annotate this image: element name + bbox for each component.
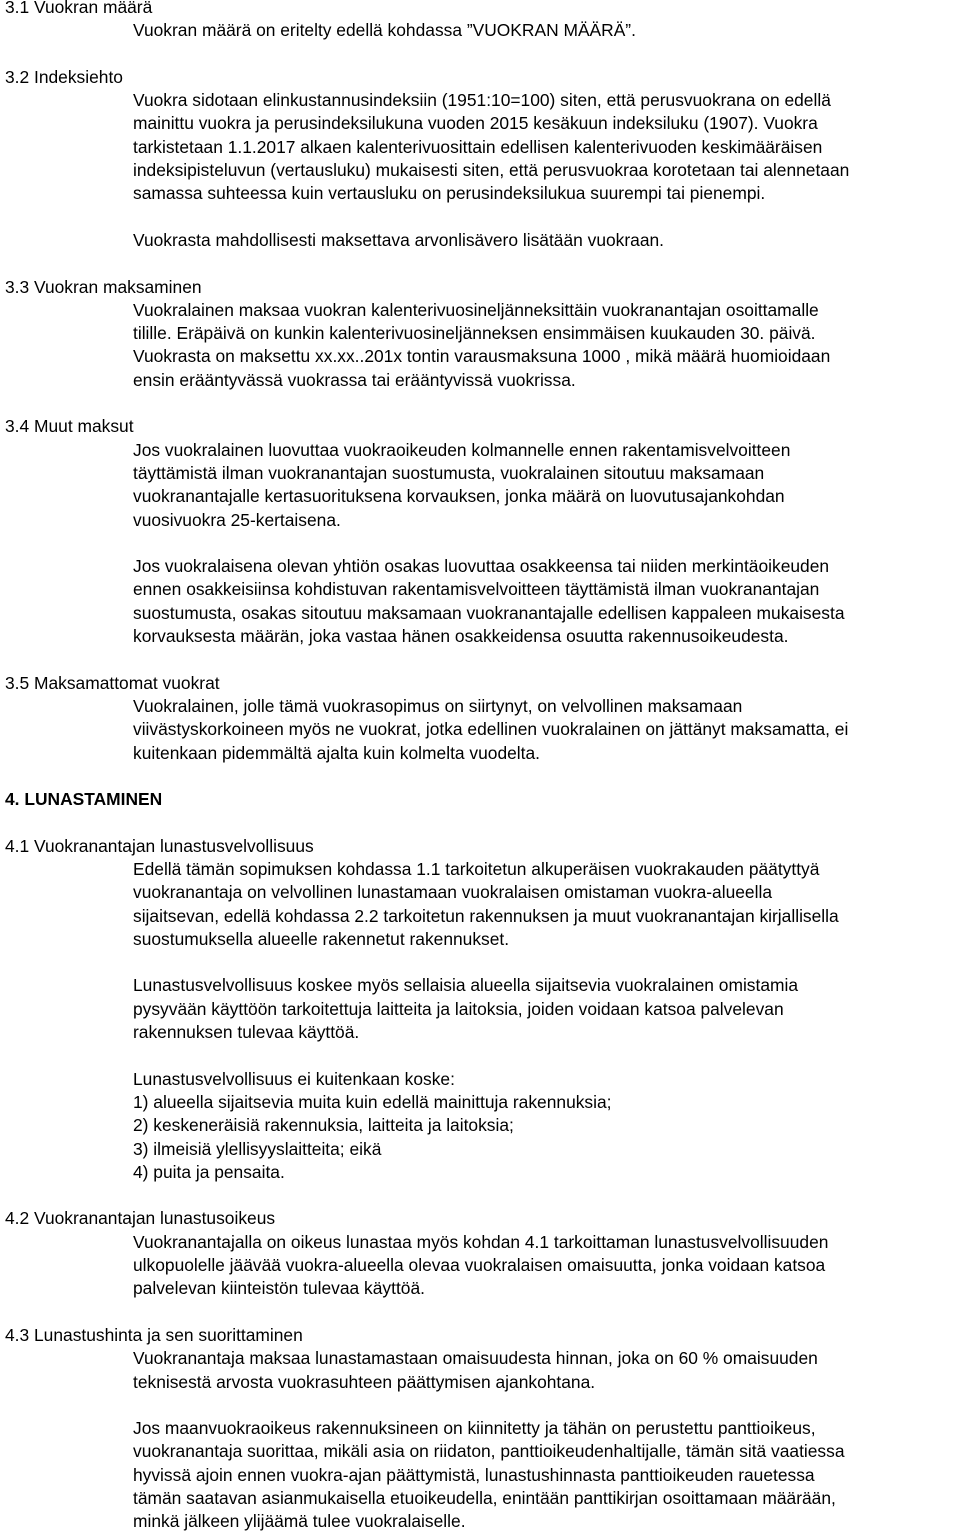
section-heading: 3.2 Indeksiehto [5,66,123,87]
paragraph: Edellä tämän sopimuksen kohdassa 1.1 tarkoitetun alkuperäisen vuokrakauden päätyttyä vuokranantaja on velvollinen lunastamaan vuokralaisen omistaman vuokra-alueella sijaitsevan, edellä kohdassa 2.2 tarkoitetun rakennuksen ja muut vuokranantajan kirjallisella suostumuksella alueelle rakennetut rakennukset. [133,858,839,949]
section-3-5 [5,672,955,765]
list-item: 2) keskeneräisiä rakennuksia, laitteita ja laitoksia; [133,1115,514,1136]
section-heading: 4.1 Vuokranantajan lunastusvelvollisuus [5,835,314,856]
paragraph: Vuokrasta mahdollisesti maksettava arvonlisävero lisätään vuokraan. [133,229,664,250]
section-heading: 3.3 Vuokran maksaminen [5,276,202,297]
section-4-1 [5,835,955,1184]
section-body [133,439,955,649]
section-body [133,1231,955,1301]
paragraph: Vuokran määrä on eritelty edellä kohdassa ”VUOKRAN MÄÄRÄ”. [133,20,636,41]
section-3-1 [5,0,955,43]
section-3-4 [5,415,955,648]
section-body [133,89,955,252]
section-body [133,299,955,392]
section-body [133,858,955,1184]
list-item: 3) ilmeisiä ylellisyyslaitteita; eikä [133,1138,382,1159]
paragraph: Vuokralainen, jolle tämä vuokrasopimus on siirtynyt, on velvollinen maksamaan viivästyskorkoineen myös ne vuokrat, jotka edellinen vuokralainen on jättänyt maksamatta, ei kuitenkaan pidemmältä ajalta kuin kolmelta vuodelta. [133,695,849,763]
section-body [133,695,955,765]
paragraph: Vuokralainen maksaa vuokran kalenterivuosineljänneksittäin vuokranantajan osoittamalle tilille. Eräpäivä on kunkin kalenterivuosineljänneksen ensimmäisen kuukauden 30. päivä. Vuokrasta on maksettu xx.xx..201x tontin varausmaksuna 1000 , mikä määrä huomioidaan ensin erääntyvässä vuokrassa tai erääntyvissä vuokrissa. [133,299,831,390]
paragraph: Vuokranantajalla on oikeus lunastaa myös kohdan 4.1 tarkoittaman lunastusvelvollisuuden ulkopuolelle jäävää vuokra-alueella olevaa vuokralaisen omaisuutta, jonka voidaan katsoa palvelevan kiinteistön tulevaa käyttöä. [133,1231,829,1299]
paragraph: Vuokranantaja maksaa lunastamastaan omaisuudesta hinnan, joka on 60 % omaisuuden teknisestä arvosta vuokrasuhteen päättymisen ajankohtana. [133,1348,818,1392]
section-heading: 3.5 Maksamattomat vuokrat [5,672,220,693]
section-3-3 [5,276,955,392]
paragraph: Vuokra sidotaan elinkustannusindeksiin (1951:10=100) siten, että perusvuokrana on edellä mainittu vuokra ja perusindeksilukuna vuoden 2015 kesäkuun indeksiluku (1907). Vuokra tarkistetaan 1.1.2017 alkaen kalenterivuosittain edellisen kalenterivuoden keskimääräisen indeksipisteluvun (vertausluku) mukaisesti siten, että perusvuokraa korotetaan tai alennetaan samassa suhteessa kuin vertausluku on perusindeksilukua suurempi tai pienempi. [133,90,850,204]
section-body [133,19,955,42]
section-heading: 4.3 Lunastushinta ja sen suorittaminen [5,1324,303,1345]
exceptions-intro: Lunastusvelvollisuus ei kuitenkaan koske: [133,1068,455,1089]
paragraph: Jos maanvuokraoikeus rakennuksineen on kiinnitetty ja tähän on perustettu panttioikeus, vuokranantaja suorittaa, mikäli asia on riidaton, panttioikeudenhaltijalle, tämän sitä vaatiessa hyvissä ajoin ennen vuokra-ajan päättymistä, lunastushinnasta panttioikeuden rauetessa tämän saatavan asianmukaisella etuoikeudella, enintään panttikirjan osoittamaan määrään, minkä jälkeen ylijäämä tulee vuokralaiselle. [133,1418,845,1532]
section-heading: 3.1 Vuokran määrä [5,0,153,17]
list-item: 4) puita ja pensaita. [133,1161,285,1182]
section-body [133,1347,955,1533]
chapter-heading: 4. LUNASTAMINEN [5,789,163,810]
paragraph: Lunastusvelvollisuus koskee myös sellaisia alueella sijaitsevia vuokralainen omistamia pysyvään käyttöön tarkoitettuja laitteita ja laitoksia, joiden voidaan katsoa palvelevan rakennuksen tulevaa käyttöä. [133,975,799,1043]
section-4-2 [5,1207,955,1300]
list-item: 1) alueella sijaitsevia muita kuin edellä mainittuja rakennuksia; [133,1091,612,1112]
paragraph: Jos vuokralainen luovuttaa vuokraoikeuden kolmannelle ennen rakentamisvelvoitteen täyttämistä ilman vuokranantajan suostumusta, vuokralainen sitoutuu maksamaan vuokranantajalle kertasuorituksena korvauksen, jonka määrä on luovutusajankohdan vuosivuokra 25-kertaisena. [133,439,791,530]
document-page [5,0,955,1534]
section-heading: 3.4 Muut maksut [5,416,134,437]
paragraph: Jos vuokralaisena olevan yhtiön osakas luovuttaa osakkeensa tai niiden merkintäoikeuden ennen osakkeisiinsa kohdistuvan rakentamisvelvoitteen täyttämistä ilman vuokranantajan suostumusta, osakas sitoutuu maksamaan vuokranantajalle edellisen kappaleen mukaisesta korvauksesta määrän, joka vastaa hänen osakkeidensa osuutta rakennusoikeudesta. [133,556,845,647]
exceptions-list [133,1091,955,1184]
section-heading: 4.2 Vuokranantajan lunastusoikeus [5,1208,276,1229]
section-3-2 [5,66,955,252]
section-4-3 [5,1324,955,1534]
